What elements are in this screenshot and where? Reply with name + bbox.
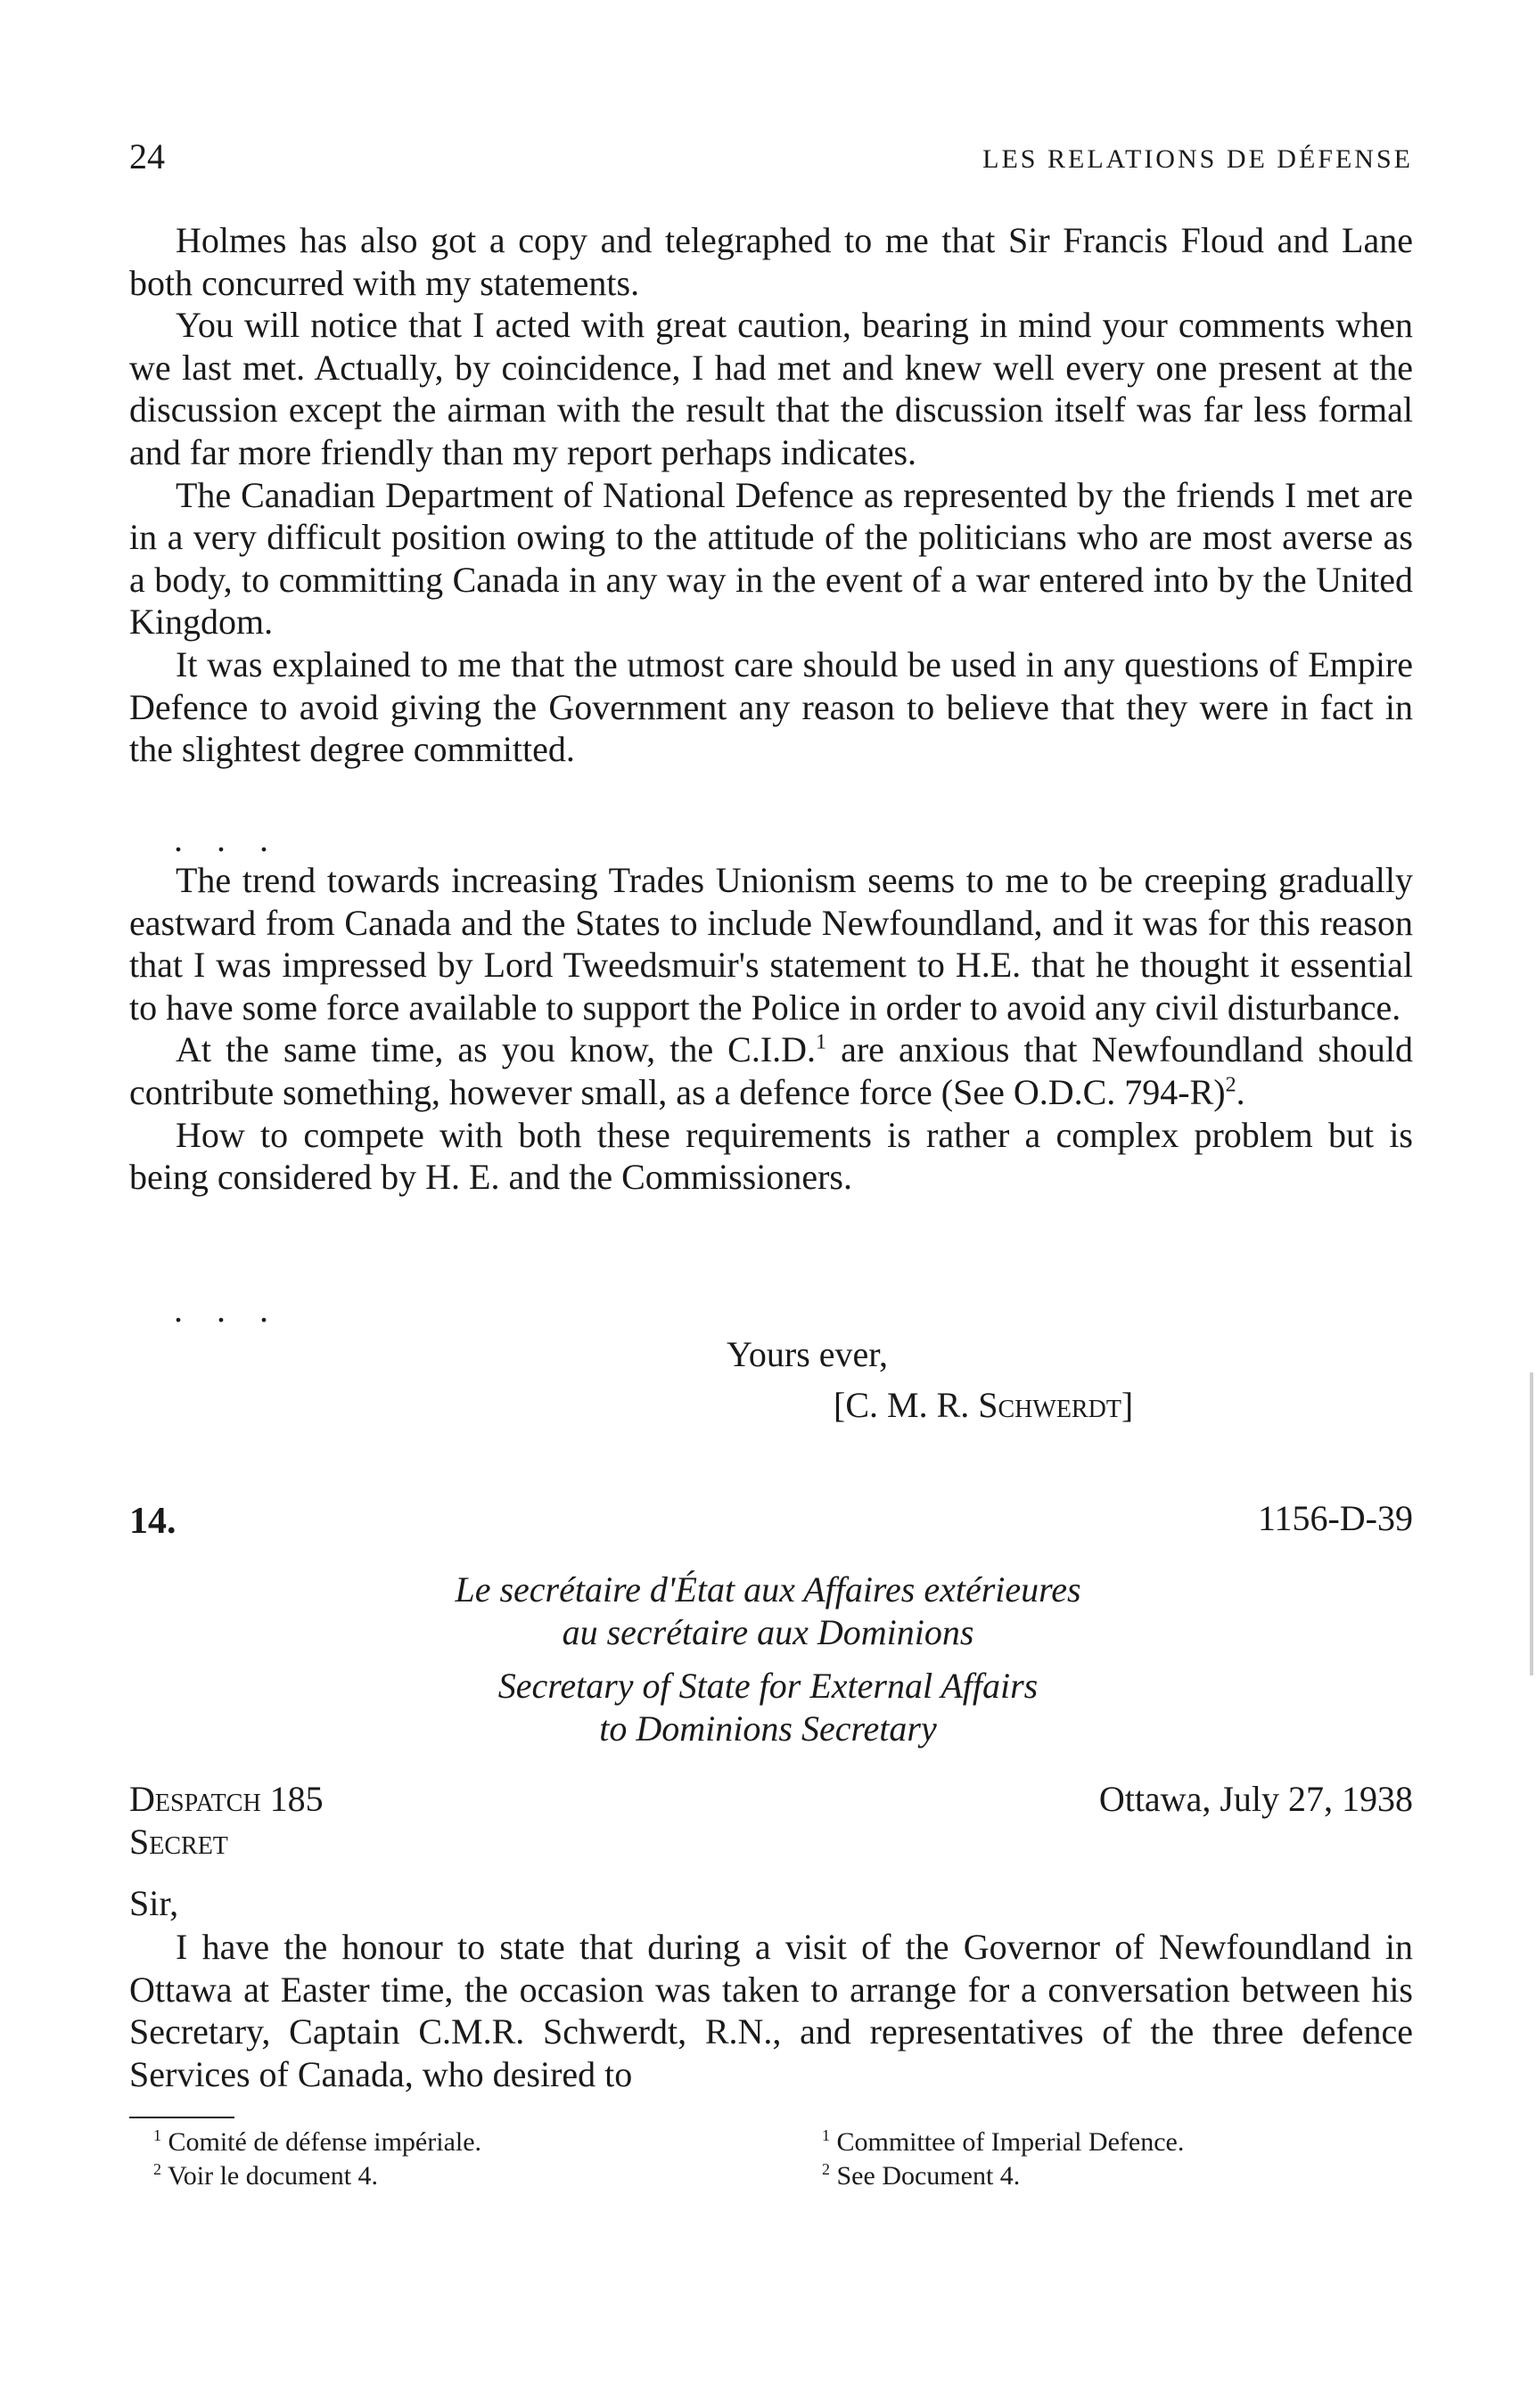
cid-text-middle: are anxious that Newfoundland should contribute something, however small, as a defence force (See O.D.C. 794-R) [129,1029,1413,1112]
letter-paragraph: You will notice that I acted with great caution, bearing in mind your comments when we last met. Actually, by coincidence, I had met and knew well every one present at the discussion except the airman with the result that the discussion itself was far less formal and far more friendly than my report perhaps indicates. [129,305,1413,472]
letter-paragraph: It was explained to me that the utmost care should be used in any questions of Empire Defence to avoid giving the Government any reason to believe that they were in fact in the slightest degree committed. [129,643,1413,770]
footnote-fr-2 [153,2160,378,2192]
footnote-fr-1 [153,2126,481,2158]
title-fr-line: au secrétaire aux Dominions [562,1612,974,1652]
letter-signature: [C. M. R. Schwerdt] [834,1385,1134,1425]
letter-paragraph: The trend towards increasing Trades Unionism seems to me to be creeping gradually eastward from Canada and the States to include Newfoundland, and it was for this reason that I was impressed by Lord Tweedsmuir's statement to H.E. that he thought it essential to have some force available to support the Police in order to avoid any civil disturbance. [129,860,1413,1028]
footnote-text: Committee of Imperial Defence. [836,2127,1185,2157]
page-header [129,135,1413,180]
footnote-ref-1: 1 [816,1031,827,1055]
classification: Secret [129,1822,228,1862]
ellipsis-omission: . . . [174,819,281,859]
footnote-mark: 1 [153,2126,161,2144]
footnote-mark: 1 [822,2126,830,2144]
cid-text-after: . [1236,1071,1245,1112]
document-title-french [0,1568,1536,1654]
document-title-english [0,1665,1536,1750]
title-en-line: to Dominions Secretary [599,1708,937,1749]
footnote-text: Comité de défense impériale. [168,2127,482,2157]
salutation: Sir, [129,1883,179,1923]
dispatch-body [129,1926,1413,2095]
scan-edge-mark [1530,1372,1533,1675]
letter-paragraph-cid [129,1028,1413,1113]
dispatch-paragraph: I have the honour to state that during a visit of the Governor of Newfoundland in Ottawa at Easter time, the occasion was taken to arrange for a conversation between his Secretary, Captain C.M.R. Schwerdt, R.N., and representatives of the three defence Services of Canada, who desired to [129,1927,1413,2094]
footnote-text: Voir le document 4. [167,2161,379,2191]
letter-body-part-2 [129,859,1413,1199]
letter-paragraph: Holmes has also got a copy and telegraphed to me that Sir Francis Floud and Lane both concurred with my statements. [129,220,1413,303]
letter-body-part-1 [129,219,1413,771]
footnote-en-1 [822,2126,1184,2158]
page-number: 24 [129,136,165,176]
footnote-mark: 2 [153,2160,161,2178]
footnote-en-2 [822,2160,1020,2192]
footnote-mark: 2 [822,2160,830,2178]
title-fr-line: Le secrétaire d'État aux Affaires extérieures [455,1569,1081,1609]
file-reference: 1156-D-39 [1257,1498,1413,1538]
letter-closing: Yours ever, [727,1334,888,1374]
title-en-line: Secretary of State for External Affairs [497,1666,1039,1706]
ellipsis-omission: . . . [174,1290,281,1330]
letter-paragraph: How to compete with both these requirements is rather a complex problem but is being considered by H. E. and the Commissioners. [129,1114,1413,1198]
footnote-rule [129,2117,234,2118]
letter-paragraph: The Canadian Department of National Defence as represented by the friends I met are in a very difficult position owing to the attitude of the politicians who are most averse as a body, to committing Canada in any way in the event of a war entered into by the United Kingdom. [129,474,1413,643]
footnote-ref-2: 2 [1225,1073,1236,1097]
footnote-text: See Document 4. [836,2161,1021,2191]
place-date: Ottawa, July 27, 1938 [1098,1779,1413,1819]
dispatch-number: Despatch 185 [129,1779,324,1819]
document-number: 14. [129,1501,177,1542]
running-head: LES RELATIONS DE DÉFENSE [982,144,1413,174]
cid-text-before: At the same time, as you know, the C.I.D. [176,1029,817,1070]
